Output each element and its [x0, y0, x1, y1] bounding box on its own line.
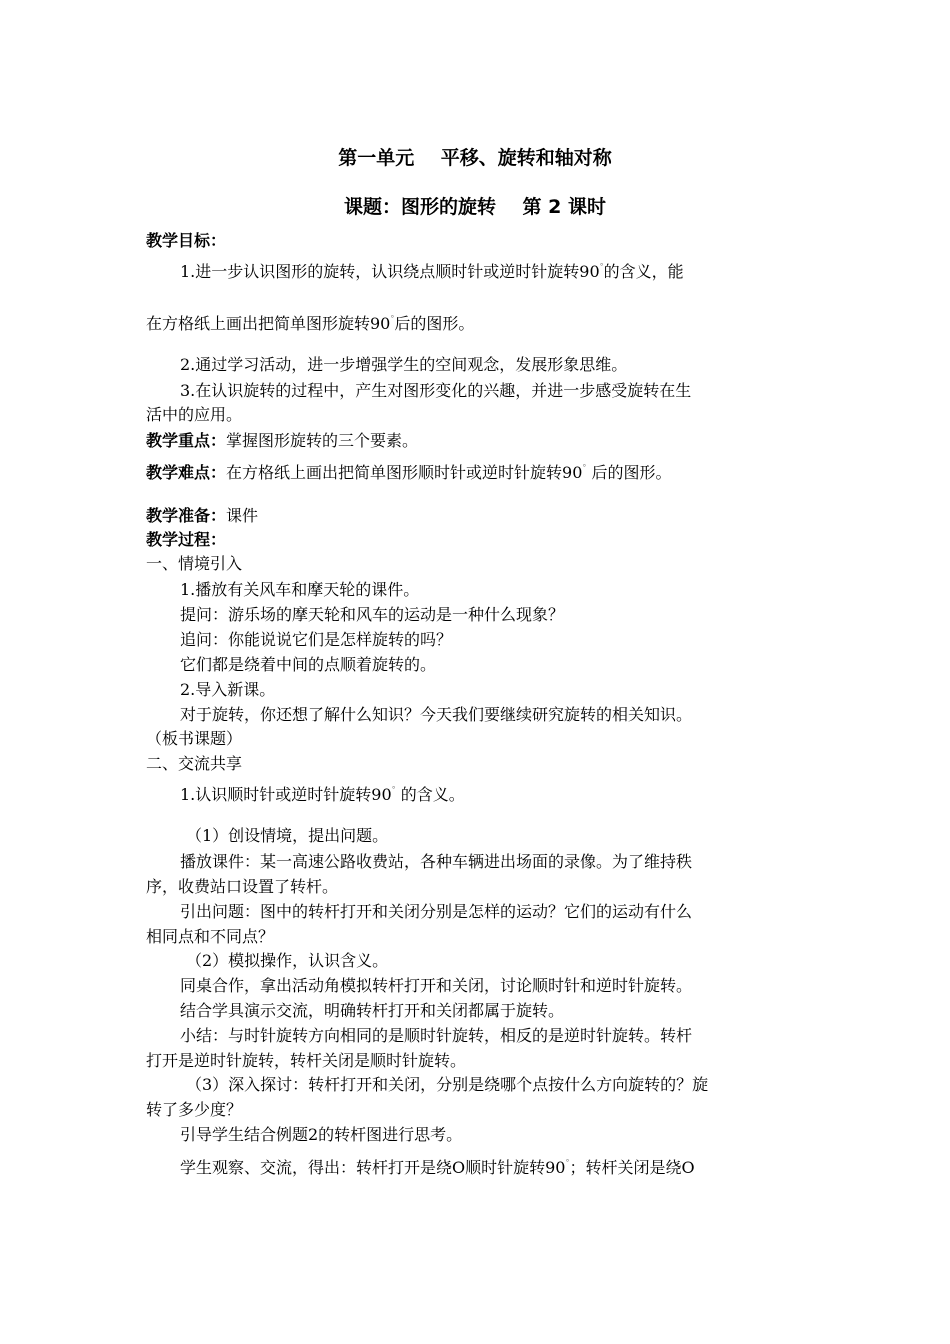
body-paragraph: 引出问题：图中的转杆打开和关闭分别是怎样的运动？它们的运动有什么 — [180, 902, 693, 921]
process-label: 教学过程： — [146, 530, 227, 549]
body-paragraph: 它们都是绕着中间的点顺着旋转的。 — [180, 655, 437, 674]
body-paragraph: （1）创设情境，提出问题。 — [186, 826, 389, 845]
body-paragraph: 序，收费站口设置了转杆。 — [146, 877, 339, 896]
degree-mark: ° — [391, 785, 396, 794]
body-paragraph: 相同点和不同点？ — [146, 927, 275, 946]
degree-mark: ° — [390, 314, 395, 323]
body-paragraph: 1.播放有关风车和摩天轮的课件。 — [180, 580, 420, 599]
body-paragraph: 2.导入新课。 — [180, 680, 276, 699]
body-paragraph: （3）深入探讨：转杆打开和关闭，分别是绕哪个点按什么方向旋转的？旋 — [186, 1075, 709, 1094]
body-paragraph: 引导学生结合例题2的转杆图进行思考。 — [180, 1125, 463, 1144]
lesson-title: 课题：图形的旋转 第 2 课时 — [344, 196, 606, 218]
body-paragraph: 对于旋转，你还想了解什么知识？今天我们要继续研究旋转的相关知识。 — [180, 705, 693, 724]
body-paragraph: （2）模拟操作，认识含义。 — [186, 951, 389, 970]
degree-mark: ° — [582, 463, 587, 472]
objective-3-cont: 活中的应用。 — [146, 405, 243, 424]
objectives-label: 教学目标： — [146, 231, 227, 250]
degree-mark: ° — [599, 262, 604, 271]
preparation: 教学准备：课件 — [146, 506, 259, 525]
key-point: 教学重点：掌握图形旋转的三个要素。 — [146, 431, 419, 450]
objective-3: 3.在认识旋转的过程中，产生对图形变化的兴趣，并进一步感受旋转在生 — [180, 381, 692, 400]
body-paragraph: 同桌合作，拿出活动角模拟转杆打开和关闭，讨论顺时针和逆时针旋转。 — [180, 976, 693, 995]
degree-mark: ° — [565, 1158, 570, 1167]
body-paragraph: 转了多少度？ — [146, 1100, 243, 1119]
objective-1: 1.进一步认识图形的旋转，认识绕点顺时针或逆时针旋转90°的含义，能 — [180, 262, 684, 281]
section-heading: 二、交流共享 — [146, 754, 243, 773]
body-paragraph: 1.认识顺时针或逆时针旋转90° 的含义。 — [180, 785, 465, 804]
objective-2: 2.通过学习活动，进一步增强学生的空间观念，发展形象思维。 — [180, 355, 628, 374]
body-paragraph: 结合学具演示交流，明确转杆打开和关闭都属于旋转。 — [180, 1001, 565, 1020]
body-paragraph: 追问：你能说说它们是怎样旋转的吗？ — [180, 630, 453, 649]
body-paragraph: 提问：游乐场的摩天轮和风车的运动是一种什么现象？ — [180, 605, 565, 624]
body-paragraph: （板书课题） — [146, 729, 243, 748]
unit-title: 第一单元 平移、旋转和轴对称 — [338, 147, 612, 169]
body-paragraph: 小结：与时针旋转方向相同的是顺时针旋转，相反的是逆时针旋转。转杆 — [180, 1026, 693, 1045]
objective-1-cont: 在方格纸上画出把简单图形旋转90°后的图形。 — [146, 314, 475, 333]
body-paragraph: 播放课件：某一高速公路收费站，各种车辆进出场面的录像。为了维持秩 — [180, 852, 693, 871]
body-paragraph: 学生观察、交流，得出：转杆打开是绕O顺时针旋转90°；转杆关闭是绕O — [180, 1158, 695, 1177]
body-paragraph: 打开是逆时针旋转，转杆关闭是顺时针旋转。 — [146, 1051, 467, 1070]
difficulty: 教学难点：在方格纸上画出把简单图形顺时针或逆时针旋转90° 后的图形。 — [146, 463, 672, 482]
section-heading: 一、情境引入 — [146, 554, 243, 573]
